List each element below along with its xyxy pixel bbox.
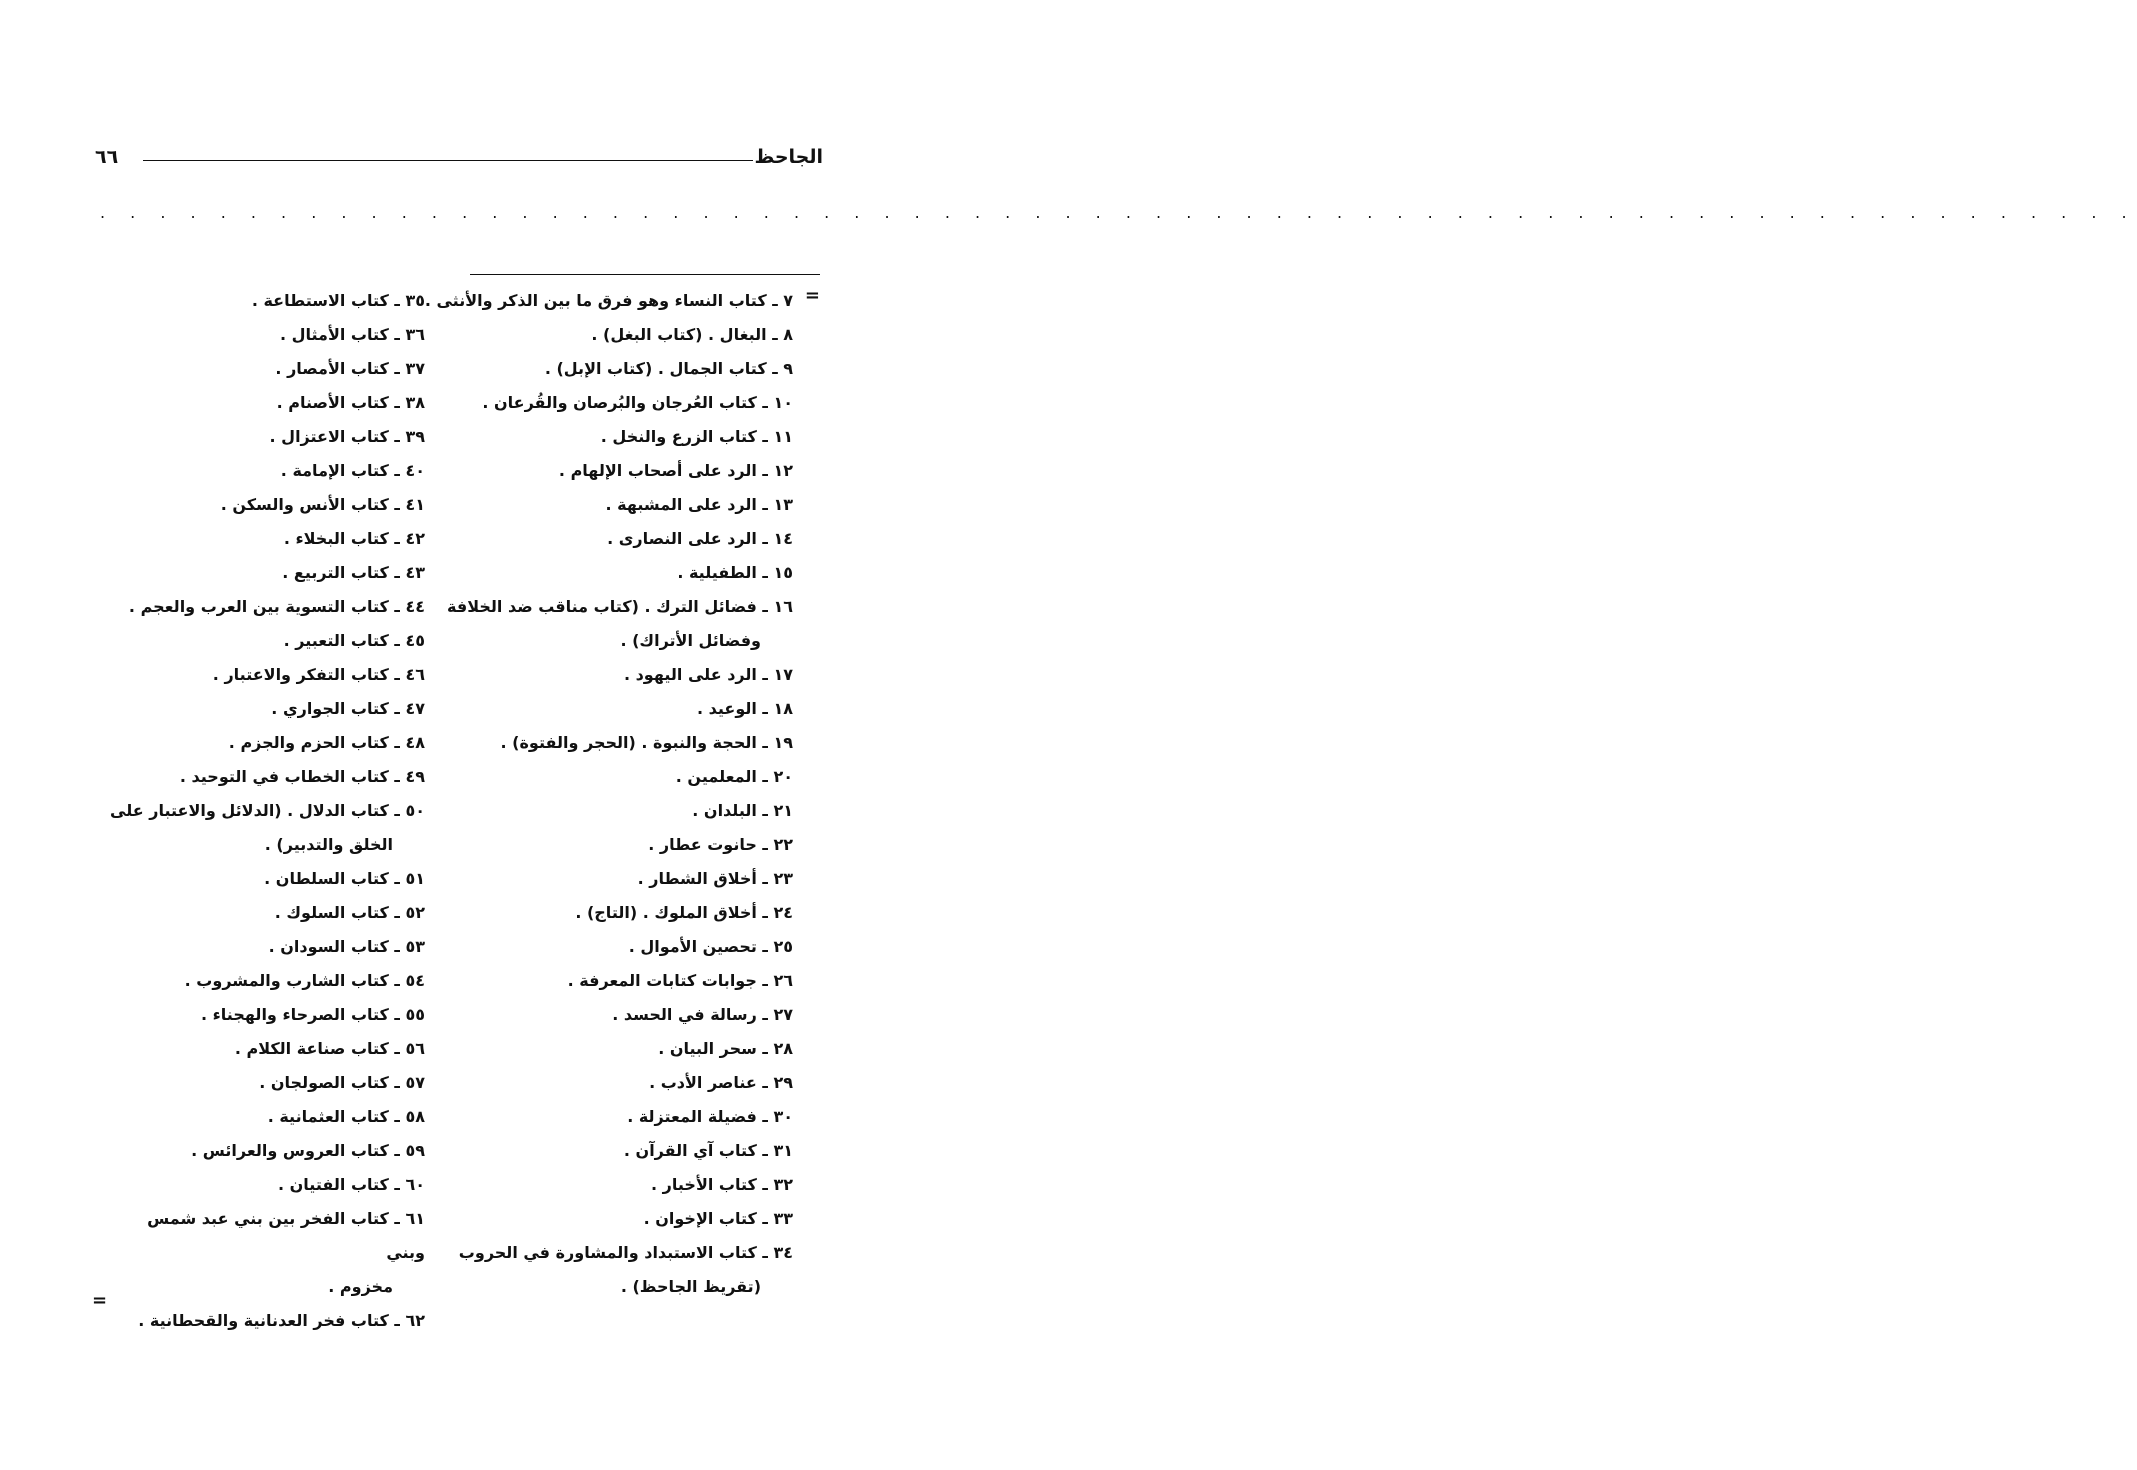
- book-list-item: ٣١ ـ كتاب آي القرآن .: [623, 1141, 793, 1160]
- book-list-item: ٣٨ ـ كتاب الأصنام .: [276, 393, 425, 412]
- book-list-item: ٨ ـ البغال . (كتاب البغل) .: [591, 325, 793, 344]
- book-list-item: ٢٢ ـ حانوت عطار .: [648, 835, 793, 854]
- book-list-item: ٤٨ ـ كتاب الحزم والجزم .: [228, 733, 425, 752]
- book-list-item: ٢١ ـ البلدان .: [692, 801, 793, 820]
- book-list-item: ٩ ـ كتاب الجمال . (كتاب الإبل) .: [544, 359, 793, 378]
- column-top-rule: [470, 274, 820, 275]
- dotted-separator: . . . . . . . . . . . . . . . . . . . . . . . . . . . . . . . . . . . . . . . . . . . . . . . . . . . . . . . . . . . . . . . . . . . .: [100, 203, 2137, 222]
- book-list-item: ٤٣ ـ كتاب التربيع .: [282, 563, 425, 582]
- book-list-item: ٢٠ ـ المعلمين .: [675, 767, 793, 786]
- header-rule: [143, 160, 753, 161]
- book-list-item: ٤٩ ـ كتاب الخطاب في التوحيد .: [179, 767, 425, 786]
- book-list-item: ٥٤ ـ كتاب الشارب والمشروب .: [184, 971, 425, 990]
- book-list-item: ٦٢ ـ كتاب فخر العدنانية والقحطانية .: [138, 1311, 425, 1330]
- book-list-item: ٤٥ ـ كتاب التعبير .: [283, 631, 425, 650]
- book-list-item: ٣٠ ـ فضيلة المعتزلة .: [627, 1107, 793, 1126]
- book-list-item: ٢٦ ـ جوابات كتابات المعرفة .: [567, 971, 793, 990]
- book-list-item: ٢٤ ـ أخلاق الملوك . (التاج) .: [575, 903, 793, 922]
- book-list-item: ٥٩ ـ كتاب العروس والعرائس .: [191, 1141, 425, 1160]
- book-list-item: ١٩ ـ الحجة والنبوة . (الحجر والفتوة) .: [500, 733, 793, 752]
- book-list-item: ١٦ ـ فضائل الترك . (كتاب مناقب ضد الخلافة وفضائل الأتراك) .: [447, 597, 793, 650]
- book-list-item: ٦١ ـ كتاب الفخر بين بني عبد شمس وبني مخزوم .: [147, 1209, 425, 1296]
- book-list-item: ٢٩ ـ عناصر الأدب .: [649, 1073, 793, 1092]
- book-list-item: ٥٢ ـ كتاب السلوك .: [274, 903, 425, 922]
- book-list-item: ١٠ ـ كتاب العُرجان والبُرصان والقُرعان .: [482, 393, 793, 412]
- book-list-item: ٣٧ ـ كتاب الأمصار .: [275, 359, 425, 378]
- book-list-item: ٥٦ ـ كتاب صناعة الكلام .: [234, 1039, 425, 1058]
- book-list-item: ١٢ ـ الرد على أصحاب الإلهام .: [558, 461, 793, 480]
- book-list-item: ١٤ ـ الرد على النصارى .: [607, 529, 793, 548]
- book-list-item: ١١ ـ كتاب الزرع والنخل .: [600, 427, 793, 446]
- running-title: الجاحظ: [754, 146, 823, 168]
- book-list-item: ٤١ ـ كتاب الأنس والسكن .: [220, 495, 425, 514]
- book-list-item: ١٥ ـ الطفيلية .: [677, 563, 793, 582]
- continuation-mark-top: =: [804, 285, 820, 306]
- book-list-right-column: [424, 284, 793, 1304]
- book-list-item: ٤٠ ـ كتاب الإمامة .: [280, 461, 425, 480]
- book-list-item: ٣٣ ـ كتاب الإخوان .: [643, 1209, 793, 1228]
- book-list-item: ٢٥ ـ تحصين الأموال .: [628, 937, 793, 956]
- book-list-item: ٣٢ ـ كتاب الأخبار .: [651, 1175, 793, 1194]
- book-list-item: ٤٤ ـ كتاب التسوية بين العرب والعجم .: [128, 597, 425, 616]
- book-list-left-column: [105, 284, 425, 1338]
- book-list-item: ٤٦ ـ كتاب التفكر والاعتبار .: [212, 665, 425, 684]
- book-list-item: ١٧ ـ الرد على اليهود .: [623, 665, 793, 684]
- continuation-mark-bottom: =: [92, 1290, 108, 1311]
- book-list-item: ٣٦ ـ كتاب الأمثال .: [279, 325, 425, 344]
- book-list-item: ١٣ ـ الرد على المشبهة .: [605, 495, 793, 514]
- book-list-item: ٢٨ ـ سحر البيان .: [658, 1039, 793, 1058]
- book-list-item: ٤٧ ـ كتاب الجواري .: [271, 699, 425, 718]
- book-list-item: ٤٢ ـ كتاب البخلاء .: [283, 529, 425, 548]
- book-list-item: ٢٣ ـ أخلاق الشطار .: [637, 869, 793, 888]
- book-list-item: ٣٤ ـ كتاب الاستبداد والمشاورة في الحروب (تقريظ الجاحظ) .: [458, 1243, 793, 1296]
- book-list-item: ٥١ ـ كتاب السلطان .: [264, 869, 425, 888]
- book-list-item: ٥٣ ـ كتاب السودان .: [268, 937, 425, 956]
- book-list-item: ٣٥ ـ كتاب الاستطاعة .: [251, 291, 425, 310]
- book-list-item: ١٨ ـ الوعيد .: [696, 699, 793, 718]
- running-header: [95, 142, 823, 172]
- book-list-item: ٢٧ ـ رسالة في الحسد .: [612, 1005, 793, 1024]
- book-list-item: ٥٨ ـ كتاب العثمانية .: [267, 1107, 425, 1126]
- page-number: ٦٦: [95, 146, 119, 168]
- book-list-item: ٥٠ ـ كتاب الدلال . (الدلائل والاعتبار على الخلق والتدبير) .: [110, 801, 425, 854]
- book-list-item: ٣٩ ـ كتاب الاعتزال .: [269, 427, 425, 446]
- book-list-item: ٦٠ ـ كتاب الفتيان .: [277, 1175, 425, 1194]
- book-list-item: ٥٧ ـ كتاب الصولجان .: [259, 1073, 425, 1092]
- book-list-item: ٥٥ ـ كتاب الصرحاء والهجناء .: [200, 1005, 425, 1024]
- book-list-item: ٧ ـ كتاب النساء وهو فرق ما بين الذكر والأنثى .: [424, 291, 793, 310]
